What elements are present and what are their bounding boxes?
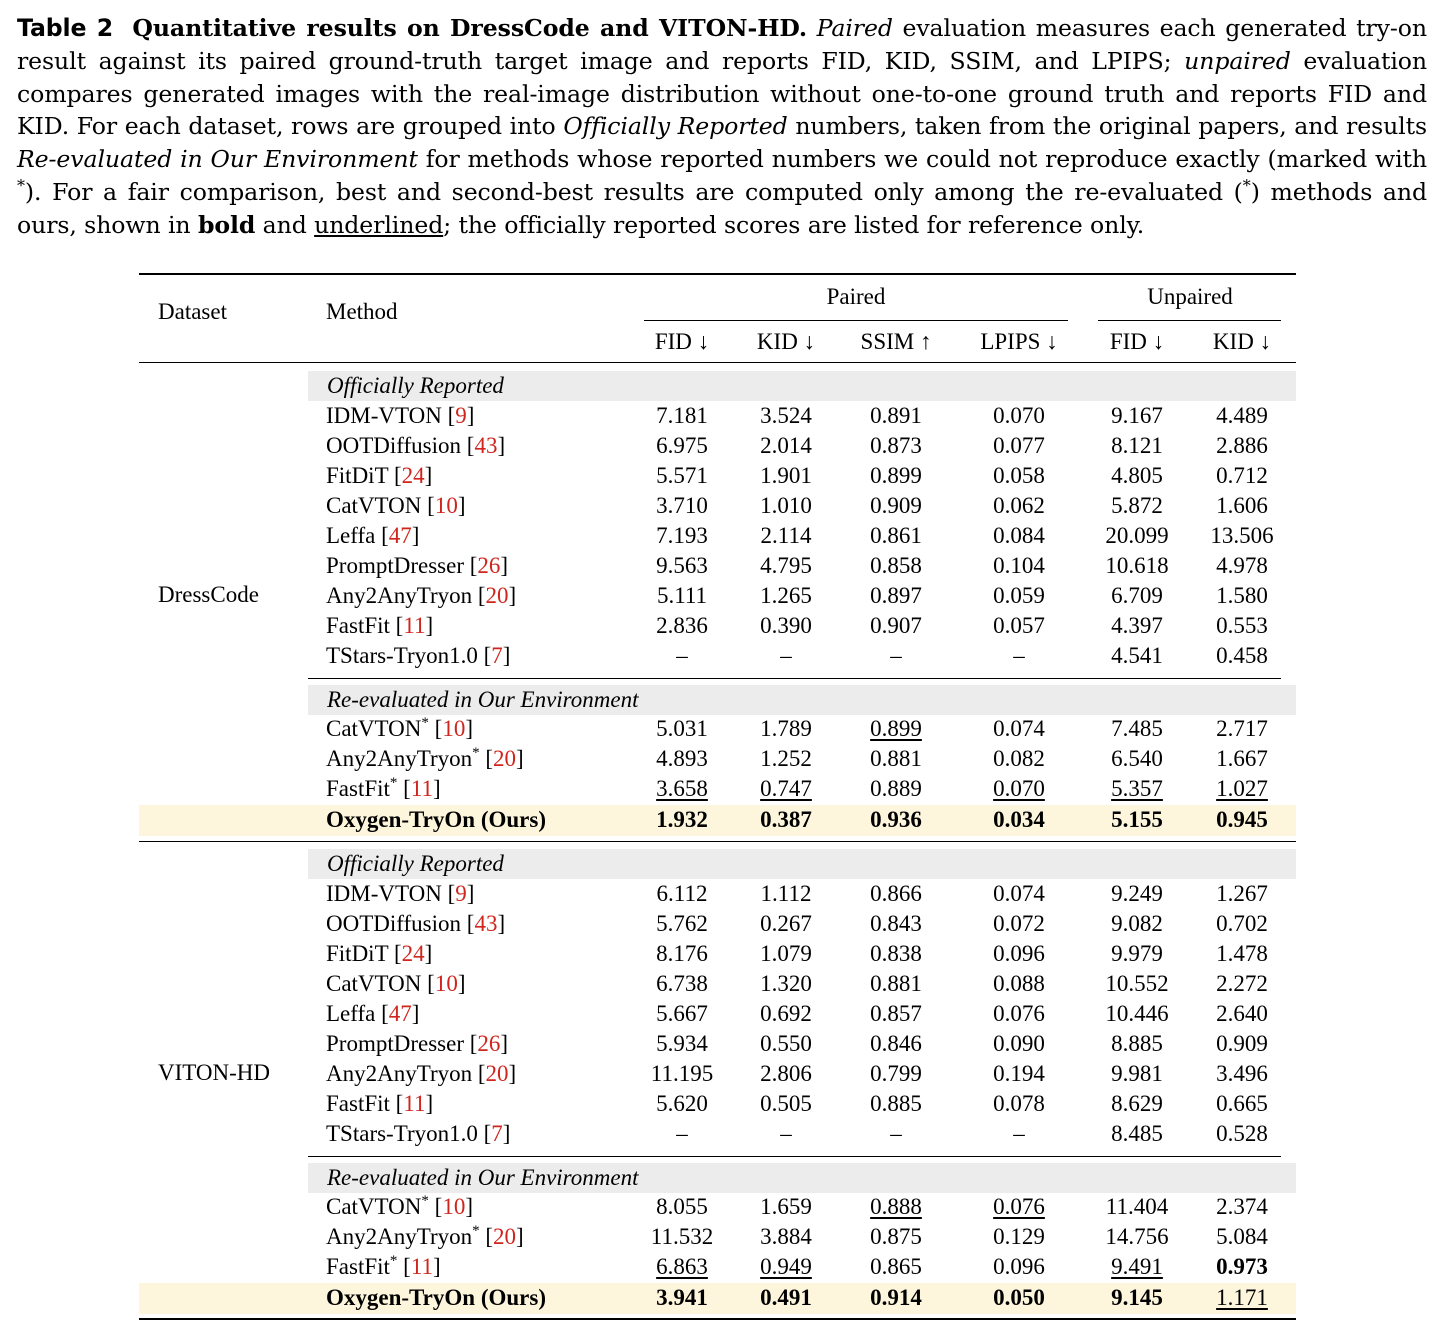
metric-value: 9.249 (1111, 881, 1163, 906)
metric-value: 6.112 (656, 881, 708, 906)
caption-text: ). For a fair comparison, best and second-best results are computed only among the re-evaluated ( (24, 177, 1243, 206)
metric-value: 10.552 (1105, 971, 1169, 996)
caption-unpaired: unpaired (1184, 46, 1291, 75)
method-name: Leffa [47] (326, 523, 420, 548)
method-name: CatVTON* [10] (326, 715, 473, 741)
method-label: FastFit (326, 1254, 390, 1279)
method-label: FastFit (326, 613, 390, 638)
metric-value: 0.899 (870, 463, 922, 488)
header-bottom-rule (139, 362, 1296, 363)
metric-value: 13.506 (1210, 523, 1274, 548)
group-official-label: Officially Reported (327, 851, 504, 876)
method-name: CatVTON* [10] (326, 1193, 473, 1219)
metric-value: 5.667 (656, 1001, 708, 1026)
metric-value: 0.074 (993, 716, 1045, 741)
metric-value: 0.491 (760, 1285, 812, 1310)
group-separator (308, 1156, 1281, 1157)
metric-value: 2.717 (1216, 716, 1268, 741)
reeval-star: * (389, 1253, 398, 1269)
metric-value: 4.541 (1111, 643, 1163, 668)
citation-ref: 11 (410, 776, 433, 801)
method-name: FitDiT [24] (326, 941, 433, 966)
metric-value: 0.057 (993, 613, 1045, 638)
metric-value: 0.914 (870, 1285, 922, 1310)
metric-value: 8.485 (1111, 1121, 1163, 1146)
metric-value: 0.888 (870, 1194, 922, 1219)
metric-value: – (676, 1121, 688, 1146)
metric-value: 9.563 (656, 553, 708, 578)
metric-value: 0.505 (760, 1091, 812, 1116)
metric-value: 3.658 (656, 776, 708, 801)
metric-value: 0.843 (870, 911, 922, 936)
metric-value: 0.076 (993, 1194, 1045, 1219)
metric-value: 0.891 (870, 403, 922, 428)
header-dataset: Dataset (158, 299, 227, 324)
metric-value: 7.485 (1111, 716, 1163, 741)
metric-value: 0.077 (993, 433, 1045, 458)
metric-value: 2.272 (1216, 971, 1268, 996)
metric-value: 0.881 (870, 971, 922, 996)
metric-value: 0.076 (993, 1001, 1045, 1026)
header-paired: Paired (826, 284, 886, 309)
metric-value: 5.620 (656, 1091, 708, 1116)
table-top-rule (139, 273, 1296, 275)
method-name: Any2AnyTryon [20] (326, 1061, 517, 1086)
caption-text: for methods whose reported numbers we could not reproduce exactly (marked with (417, 145, 1427, 174)
header-col: KID ↓ (1212, 329, 1272, 354)
citation-ref: 7 (491, 1121, 503, 1146)
metric-value: 0.129 (993, 1224, 1045, 1249)
metric-value: 2.374 (1216, 1194, 1268, 1219)
metric-value: 1.659 (760, 1194, 812, 1219)
metric-value: 5.934 (656, 1031, 708, 1056)
metric-value: 11.532 (650, 1224, 714, 1249)
header-col: KID ↓ (756, 329, 816, 354)
metric-value: 11.195 (650, 1061, 714, 1086)
metric-value: 1.010 (760, 493, 812, 518)
metric-value: 3.496 (1216, 1061, 1268, 1086)
method-ours: Oxygen-TryOn (Ours) (326, 807, 546, 832)
method-name: IDM-VTON [9] (326, 403, 475, 428)
metric-value: 3.884 (760, 1224, 812, 1249)
metric-value: 0.799 (870, 1061, 922, 1086)
metric-value: 20.099 (1105, 523, 1169, 548)
metric-value: 10.618 (1105, 553, 1169, 578)
metric-value: 0.881 (870, 746, 922, 771)
dataset-name: VITON-HD (158, 1060, 271, 1085)
metric-value: 0.034 (993, 807, 1045, 832)
metric-value: 5.084 (1216, 1224, 1268, 1249)
metric-value: 0.747 (760, 776, 812, 801)
metric-value: – (1013, 1121, 1025, 1146)
metric-value: 5.762 (656, 911, 708, 936)
method-label: FastFit (326, 1091, 390, 1116)
metric-value: 0.702 (1216, 911, 1268, 936)
metric-value: 0.084 (993, 523, 1045, 548)
metric-value: 0.070 (993, 403, 1045, 428)
header-col: FID ↓ (654, 329, 710, 354)
metric-value: 0.858 (870, 553, 922, 578)
metric-value: 5.031 (656, 716, 708, 741)
caption-bold-word: bold (197, 210, 256, 239)
metric-value: 8.176 (656, 941, 708, 966)
citation-ref: 11 (403, 613, 426, 638)
metric-value: 1.667 (1216, 746, 1268, 771)
citation-ref: 20 (485, 1061, 509, 1086)
metric-value: 0.866 (870, 881, 922, 906)
citation-ref: 43 (474, 433, 498, 458)
citation-ref: 7 (491, 643, 503, 668)
metric-value: 0.078 (993, 1091, 1045, 1116)
method-label: IDM-VTON (326, 403, 442, 428)
method-label: Leffa (326, 523, 376, 548)
citation-ref: 20 (493, 746, 517, 771)
citation-ref: 10 (442, 716, 466, 741)
group-separator (308, 678, 1281, 679)
metric-value: 0.050 (993, 1285, 1045, 1310)
method-label: PromptDresser (326, 1031, 464, 1056)
metric-value: 4.978 (1216, 553, 1268, 578)
metric-value: 1.265 (760, 583, 812, 608)
caption-underlined-word: underlined (314, 210, 444, 239)
metric-value: 4.805 (1111, 463, 1163, 488)
metric-value: 3.524 (760, 403, 812, 428)
method-name: TStars-Tryon1.0 [7] (326, 1121, 511, 1146)
metric-value: 0.909 (870, 493, 922, 518)
metric-value: 9.491 (1111, 1254, 1163, 1279)
metric-value: 11.404 (1105, 1194, 1169, 1219)
metric-value: 1.079 (760, 941, 812, 966)
citation-ref: 24 (401, 463, 425, 488)
method-name: Any2AnyTryon* [20] (326, 1223, 524, 1249)
caption-text: ) methods and ours, shown in (17, 177, 1427, 239)
method-label: TStars-Tryon1.0 (326, 643, 478, 668)
metric-value: 2.886 (1216, 433, 1268, 458)
metric-value: 0.692 (760, 1001, 812, 1026)
method-name: IDM-VTON [9] (326, 881, 475, 906)
caption-star: * (17, 176, 25, 196)
metric-value: 2.014 (760, 433, 812, 458)
method-name: CatVTON [10] (326, 971, 466, 996)
metric-value: 9.145 (1111, 1285, 1163, 1310)
metric-value: 8.121 (1111, 433, 1163, 458)
caption-text: evaluation compares generated images with the real-image distribution without one-to-one ground truth and reports FID and KID. For each dataset, rows are grouped into (17, 46, 1427, 141)
metric-value: 3.710 (656, 493, 708, 518)
caption-text: ; the officially reported scores are listed for reference only. (443, 210, 1145, 239)
method-name: Any2AnyTryon* [20] (326, 745, 524, 771)
metric-value: 0.885 (870, 1091, 922, 1116)
metric-value: 1.252 (760, 746, 812, 771)
metric-value: 0.267 (760, 911, 812, 936)
method-label: IDM-VTON (326, 881, 442, 906)
metric-value: 0.553 (1216, 613, 1268, 638)
citation-ref: 11 (410, 1254, 433, 1279)
metric-value: 8.629 (1111, 1091, 1163, 1116)
metric-value: 0.550 (760, 1031, 812, 1056)
paired-cmidrule (644, 320, 1068, 321)
metric-value: – (780, 1121, 792, 1146)
method-label: PromptDresser (326, 553, 464, 578)
metric-value: 0.936 (870, 807, 922, 832)
metric-value: 6.975 (656, 433, 708, 458)
reeval-star: * (421, 715, 429, 731)
caption-title: Quantitative results on DressCode and VITON-HD. (132, 14, 808, 42)
metric-value: 7.193 (656, 523, 708, 548)
metric-value: 0.899 (870, 716, 922, 741)
metric-value: 2.114 (760, 523, 812, 548)
metric-value: 0.973 (1216, 1254, 1268, 1279)
reeval-star: * (472, 745, 480, 761)
method-label: TStars-Tryon1.0 (326, 1121, 478, 1146)
metric-value: 8.885 (1111, 1031, 1163, 1056)
metric-value: – (780, 643, 792, 668)
method-name: Any2AnyTryon [20] (326, 583, 517, 608)
method-label: CatVTON (326, 1194, 422, 1219)
metric-value: 10.446 (1105, 1001, 1169, 1026)
metric-value: 9.981 (1111, 1061, 1163, 1086)
citation-ref: 10 (442, 1194, 466, 1219)
metric-value: 9.167 (1111, 403, 1163, 428)
metric-value: 0.090 (993, 1031, 1045, 1056)
header-unpaired: Unpaired (1147, 284, 1233, 309)
metric-value: 0.861 (870, 523, 922, 548)
metric-value: 0.846 (870, 1031, 922, 1056)
metric-value: 1.580 (1216, 583, 1268, 608)
metric-value: 0.873 (870, 433, 922, 458)
metric-value: 2.640 (1216, 1001, 1268, 1026)
metric-value: 0.096 (993, 1254, 1045, 1279)
method-ours: Oxygen-TryOn (Ours) (326, 1285, 546, 1310)
metric-value: 0.528 (1216, 1121, 1268, 1146)
reeval-star: * (472, 1223, 480, 1239)
metric-value: 0.074 (993, 881, 1045, 906)
metric-value: 0.059 (993, 583, 1045, 608)
method-name: OOTDiffusion [43] (326, 433, 506, 458)
citation-ref: 24 (401, 941, 425, 966)
header-method: Method (326, 299, 398, 324)
group-official-label: Officially Reported (327, 373, 504, 398)
metric-value: 9.082 (1111, 911, 1163, 936)
metric-value: 2.806 (760, 1061, 812, 1086)
metric-value: 0.104 (993, 553, 1045, 578)
metric-value: 0.838 (870, 941, 922, 966)
citation-ref: 26 (477, 1031, 501, 1056)
metric-value: 5.872 (1111, 493, 1163, 518)
unpaired-cmidrule (1098, 320, 1281, 321)
method-label: OOTDiffusion (326, 911, 462, 936)
method-name: Leffa [47] (326, 1001, 420, 1026)
method-name: FastFit* [11] (326, 1253, 441, 1279)
method-name: FitDiT [24] (326, 463, 433, 488)
caption-paired: Paired (816, 14, 893, 42)
metric-value: 0.889 (870, 776, 922, 801)
metric-value: 1.112 (760, 881, 812, 906)
metric-value: 0.088 (993, 971, 1045, 996)
citation-ref: 47 (388, 523, 412, 548)
table-bottom-rule (139, 1318, 1296, 1320)
header-col: SSIM ↑ (860, 329, 932, 354)
citation-ref: 11 (403, 1091, 426, 1116)
method-label: FastFit (326, 776, 390, 801)
metric-value: 0.857 (870, 1001, 922, 1026)
metric-value: 4.893 (656, 746, 708, 771)
citation-ref: 20 (485, 583, 509, 608)
method-name: FastFit [11] (326, 1091, 434, 1116)
metric-value: 9.979 (1111, 941, 1163, 966)
method-label: Any2AnyTryon (326, 1224, 473, 1249)
dataset-name: DressCode (158, 582, 259, 607)
metric-value: – (890, 643, 902, 668)
metric-value: 0.949 (760, 1254, 812, 1279)
metric-value: 6.709 (1111, 583, 1163, 608)
method-name: PromptDresser [26] (326, 553, 509, 578)
caption-text: numbers, taken from the original papers, and results (787, 112, 1428, 141)
method-label: Any2AnyTryon (326, 1061, 473, 1086)
method-label: CatVTON (326, 716, 422, 741)
header-col: LPIPS ↓ (980, 329, 1058, 354)
method-label: FitDiT (326, 941, 389, 966)
citation-ref: 20 (493, 1224, 517, 1249)
metric-value: 0.387 (760, 807, 812, 832)
metric-value: 0.875 (870, 1224, 922, 1249)
metric-value: 0.070 (993, 776, 1045, 801)
group-reeval-label: Re-evaluated in Our Environment (327, 687, 639, 712)
dataset-separator (139, 841, 1296, 842)
caption-text: evaluation measures each generated try-on result against its paired ground-truth target image and reports FID, KID, SSIM, and LPIPS; (17, 14, 1427, 75)
metric-value: 1.932 (656, 807, 708, 832)
citation-ref: 43 (474, 911, 498, 936)
method-name: PromptDresser [26] (326, 1031, 509, 1056)
reeval-star: * (389, 775, 398, 791)
citation-ref: 10 (434, 493, 458, 518)
method-name: CatVTON [10] (326, 493, 466, 518)
citation-ref: 9 (455, 881, 467, 906)
metric-value: 1.320 (760, 971, 812, 996)
metric-value: 6.863 (656, 1254, 708, 1279)
metric-value: – (890, 1121, 902, 1146)
metric-value: – (1013, 643, 1025, 668)
metric-value: 2.836 (656, 613, 708, 638)
metric-value: 5.155 (1111, 807, 1163, 832)
metric-value: 0.062 (993, 493, 1045, 518)
method-name: TStars-Tryon1.0 [7] (326, 643, 511, 668)
citation-ref: 10 (434, 971, 458, 996)
metric-value: 1.171 (1216, 1285, 1268, 1310)
method-label: Leffa (326, 1001, 376, 1026)
citation-ref: 47 (388, 1001, 412, 1026)
metric-value: 1.606 (1216, 493, 1268, 518)
method-label: OOTDiffusion (326, 433, 462, 458)
method-name: FastFit* [11] (326, 775, 441, 801)
metric-value: 0.665 (1216, 1091, 1268, 1116)
caption-label: Table 2 (17, 14, 114, 42)
metric-value: 1.027 (1216, 776, 1268, 801)
metric-value: 0.458 (1216, 643, 1268, 668)
group-reeval-label: Re-evaluated in Our Environment (327, 1165, 639, 1190)
metric-value: 0.945 (1216, 807, 1268, 832)
metric-value: 6.738 (656, 971, 708, 996)
metric-value: 5.357 (1111, 776, 1163, 801)
metric-value: 4.397 (1111, 613, 1163, 638)
metric-value: 0.082 (993, 746, 1045, 771)
metric-value: 0.096 (993, 941, 1045, 966)
metric-value: 7.181 (656, 403, 708, 428)
metric-value: – (676, 643, 688, 668)
caption-star: * (1242, 176, 1251, 196)
metric-value: 0.072 (993, 911, 1045, 936)
metric-value: 0.907 (870, 613, 922, 638)
method-label: CatVTON (326, 493, 422, 518)
metric-value: 6.540 (1111, 746, 1163, 771)
metric-value: 4.489 (1216, 403, 1268, 428)
caption-text: and (255, 210, 315, 239)
metric-value: 5.571 (656, 463, 708, 488)
caption-re-evaluated: Re-evaluated in Our Environment (17, 145, 418, 174)
reeval-star: * (421, 1193, 429, 1209)
metric-value: 1.267 (1216, 881, 1268, 906)
method-label: CatVTON (326, 971, 422, 996)
metric-value: 14.756 (1105, 1224, 1169, 1249)
metric-value: 1.478 (1216, 941, 1268, 966)
caption-officially-reported: Officially Reported (563, 112, 788, 141)
method-label: Any2AnyTryon (326, 583, 473, 608)
citation-ref: 9 (455, 403, 467, 428)
metric-value: 0.909 (1216, 1031, 1268, 1056)
metric-value: 1.789 (760, 716, 812, 741)
method-name: OOTDiffusion [43] (326, 911, 506, 936)
metric-value: 0.194 (993, 1061, 1045, 1086)
metric-value: 4.795 (760, 553, 812, 578)
method-name: FastFit [11] (326, 613, 434, 638)
metric-value: 0.058 (993, 463, 1045, 488)
citation-ref: 26 (477, 553, 501, 578)
metric-value: 0.865 (870, 1254, 922, 1279)
metric-value: 0.712 (1216, 463, 1268, 488)
metric-value: 0.897 (870, 583, 922, 608)
metric-value: 0.390 (760, 613, 812, 638)
metric-value: 3.941 (656, 1285, 708, 1310)
method-label: FitDiT (326, 463, 389, 488)
method-label: Any2AnyTryon (326, 746, 473, 771)
metric-value: 1.901 (760, 463, 812, 488)
header-col: FID ↓ (1109, 329, 1165, 354)
metric-value: 5.111 (656, 583, 708, 608)
metric-value: 8.055 (656, 1194, 708, 1219)
